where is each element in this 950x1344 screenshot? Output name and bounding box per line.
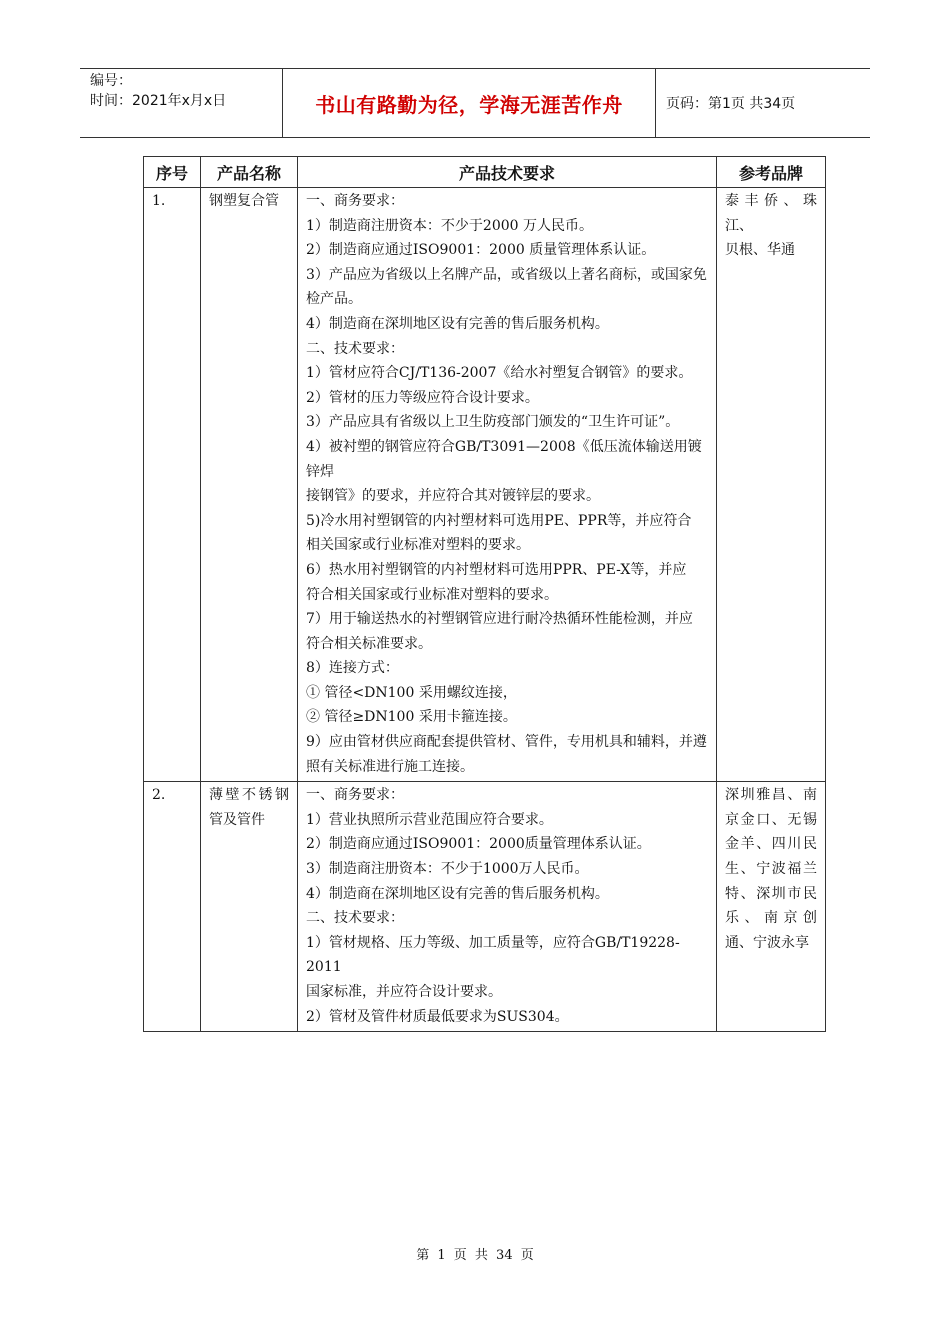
requirement-line: 2）管材的压力等级应符合设计要求。 <box>306 389 539 406</box>
requirement-line: 7）用于输送热水的衬塑钢管应进行耐冷热循环性能检测，并应 <box>306 611 693 628</box>
product-requirements <box>298 782 717 1032</box>
product-spec-table <box>143 156 826 1032</box>
brand-line: 深圳雅昌、南京金口、无锡金羊、四川民生、宁波福兰特、深圳市民乐、南京创通、宁波永享 <box>725 787 817 951</box>
column-header-brands: 参考品牌 <box>717 157 826 188</box>
requirement-line: 5)冷水用衬塑钢管的内衬塑材料可选用PE、PPR等，并应符合 <box>306 512 692 529</box>
requirement-line: 二、技术要求： <box>306 340 404 357</box>
column-header-product-name: 产品名称 <box>201 157 298 188</box>
document-number-label: 编号： <box>90 73 132 89</box>
page-header <box>80 68 870 138</box>
requirement-line: 6）热水用衬塑钢管的内衬塑材料可选用PPR、PE-X等，并应 <box>306 561 687 578</box>
requirement-line: 二、技术要求： <box>306 910 404 927</box>
requirement-line: ② 管径≥DN100 采用卡箍连接。 <box>306 709 517 726</box>
product-requirements <box>298 188 717 782</box>
column-header-number: 序号 <box>144 157 201 188</box>
document-time-label: 时间：2021年x月x日 <box>90 93 227 109</box>
requirement-line: 1）管材应符合CJ/T136-2007《给水衬塑复合钢管》的要求。 <box>306 365 693 382</box>
page-footer: 第 1 页 共 34 页 <box>416 1248 534 1263</box>
header-motto <box>283 69 656 137</box>
requirement-line: 4）被衬塑的钢管应符合GB/T3091—2008《低压流体输送用镀锌焊 <box>306 438 702 480</box>
requirement-line: 3）制造商注册资本：不少于1000万人民币。 <box>306 861 589 878</box>
row-number: 2. <box>144 782 201 1032</box>
requirement-line: 接钢管》的要求，并应符合其对镀锌层的要求。 <box>306 488 600 505</box>
requirement-line: 9）应由管材供应商配套提供管材、管件，专用机具和辅料，并遵 <box>306 734 707 751</box>
requirement-line: ① 管径<DN100 采用螺纹连接， <box>306 684 517 701</box>
brand-line: 泰丰侨、珠江、 <box>725 193 817 234</box>
header-meta <box>80 69 283 137</box>
requirement-line: 1）制造商注册资本：不少于2000 万人民币。 <box>306 217 593 234</box>
requirement-line: 1）营业执照所示营业范围应符合要求。 <box>306 811 553 828</box>
requirement-line: 一、商务要求： <box>306 193 404 209</box>
requirement-line: 3）产品应为省级以上名牌产品，或省级以上著名商标，或国家免 <box>306 266 707 283</box>
table-row <box>144 188 826 782</box>
requirement-line: 检产品。 <box>306 291 362 308</box>
requirement-line: 相关国家或行业标准对塑料的要求。 <box>306 537 530 554</box>
column-header-requirements: 产品技术要求 <box>298 157 717 188</box>
requirement-line: 1）管材规格、压力等级、加工质量等，应符合GB/T19228-2011 <box>306 934 680 976</box>
reference-brands <box>717 782 826 1032</box>
requirement-line: 8）连接方式： <box>306 660 399 677</box>
requirement-line: 2）制造商应通过ISO9001：2000质量管理体系认证。 <box>306 836 651 853</box>
row-number: 1. <box>144 188 201 782</box>
requirement-line: 2）管材及管件材质最低要求为SUS304。 <box>306 1008 569 1025</box>
requirement-line: 国家标准，并应符合设计要求。 <box>306 984 502 1000</box>
requirement-line: 2）制造商应通过ISO9001：2000 质量管理体系认证。 <box>306 242 656 259</box>
requirement-line: 照有关标准进行施工连接。 <box>306 758 474 775</box>
brand-line: 贝根、华通 <box>725 242 795 259</box>
requirement-line: 4）制造商在深圳地区设有完善的售后服务机构。 <box>306 315 609 332</box>
motto-text: 书山有路勤为径，学海无涯苦作舟 <box>315 92 623 117</box>
requirement-line: 一、商务要求： <box>306 787 404 804</box>
table-header-row <box>144 157 826 188</box>
requirement-line: 3）产品应具有省级以上卫生防疫部门颁发的“卫生许可证”。 <box>306 414 680 431</box>
requirement-line: 符合相关国家或行业标准对塑料的要求。 <box>306 586 558 603</box>
reference-brands <box>717 188 826 782</box>
table-row <box>144 782 826 1032</box>
product-name: 钢塑复合管 <box>201 188 298 782</box>
requirement-line: 4）制造商在深圳地区设有完善的售后服务机构。 <box>306 885 609 902</box>
header-page-info: 页码：第1页 共34页 <box>666 96 796 112</box>
product-name: 薄壁不锈钢管及管件 <box>201 782 298 1032</box>
requirement-line: 符合相关标准要求。 <box>306 635 432 652</box>
